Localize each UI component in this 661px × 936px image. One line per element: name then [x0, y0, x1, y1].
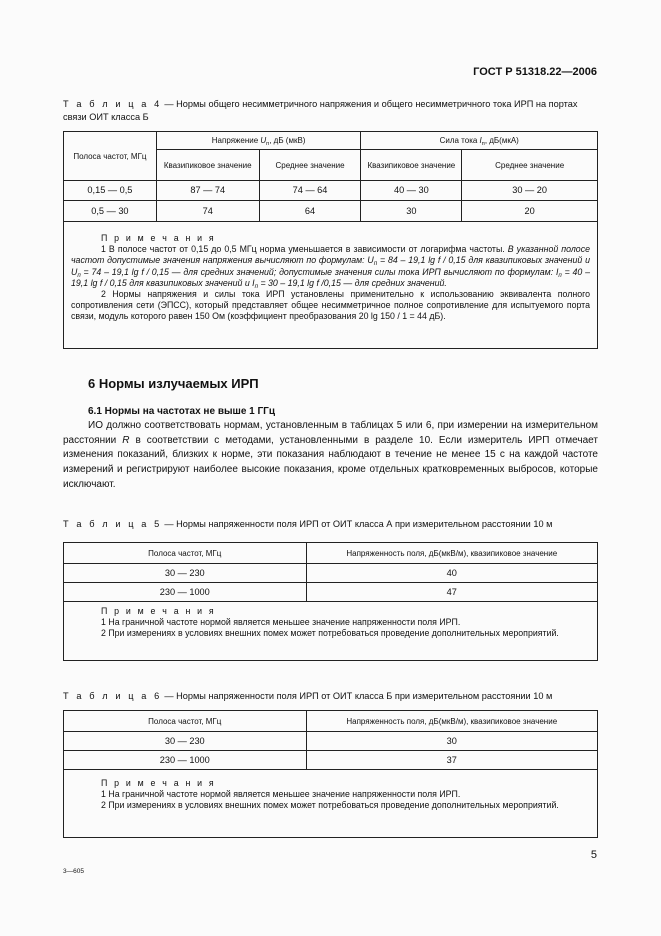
table4-notes	[63, 221, 598, 349]
table5-note-1: 1 На граничной частоте нормой является меньшее значение напряженности поля ИРП.	[101, 617, 461, 628]
table5-note-2: 2 При измерениях в условиях внешних помех может потребоваться проведение дополнительных мероприятий.	[101, 628, 559, 639]
table4-caption: Т а б л и ц а 4 — Нормы общего несимметричного напряжения и общего несимметричного тока ИРП на портах связи ОИТ класса Б	[63, 99, 578, 122]
table-row: 0,15 — 0,5 87 — 74 74 — 64 40 — 30 30 — 20	[64, 181, 598, 201]
notes-title: П р и м е ч а н и я	[101, 606, 216, 616]
document-number: ГОСТ Р 51318.22—2006	[473, 66, 597, 78]
table-row: 230 — 1000 37	[64, 751, 598, 770]
table4-header-voltage: Напряжение $U_п$, дБ (мкВ)	[156, 132, 361, 150]
notes-title: П р и м е ч а н и я	[101, 778, 216, 788]
table4-header-avg-current: Среднее значение	[462, 150, 598, 181]
table6-note-2: 2 При измерениях в условиях внешних помех может потребоваться проведение дополнительных мероприятий.	[101, 800, 559, 811]
table4-header-avg-voltage: Среднее значение	[259, 150, 361, 181]
table-row: 230 — 1000 47	[64, 583, 598, 602]
subsection-title: 6.1 Нормы на частотах не выше 1 ГГц	[88, 406, 276, 417]
table5-notes	[63, 601, 598, 661]
table-row: 30 — 230 40	[64, 564, 598, 583]
table6-caption: Т а б л и ц а 6 — Нормы напряженности поля ИРП от ОИТ класса Б при измерительном расстоянии 10 м	[63, 691, 553, 701]
section-title: 6 Нормы излучаемых ИРП	[88, 376, 259, 391]
table6-note-1: 1 На граничной частоте нормой является меньшее значение напряженности поля ИРП.	[101, 789, 461, 800]
table6-header-freq: Полоса частот, МГц	[64, 711, 307, 732]
table4-header-freq: Полоса частот, МГц	[64, 132, 157, 181]
table6-header-field: Напряженность поля, дБ(мкВ/м), квазипиковое значение	[306, 711, 597, 732]
table5-header-field: Напряженность поля, дБ(мкВ/м), квазипиковое значение	[306, 543, 597, 564]
table4-header-current: Сила тока $I_п$, дБ(мкА)	[361, 132, 598, 150]
table4	[63, 131, 598, 222]
table4-note-1: 1 В полосе частот от 0,15 до 0,5 МГц норма уменьшается в зависимости от логарифма частоты. В указанной полосе частот допустимые значения напряжения вычисляют по формулам: $U_п = 84 - 19,1$ lg f / 0,15 для квазипиковых значений и $U_п = 74 - 19,1$ lg f / 0,15 — для средних значений; допустимые значения силы тока ИРП вычисляют по формулам: $I_п = 40 - 19,1$ lg f / 0,15 для квазипиковых значений и $I_п = 30 - 19,1$ lg f /0,15 — для средних значений.	[71, 244, 590, 290]
table4-header-quasi-current: Квазипиковое значение	[361, 150, 462, 181]
page-number: 5	[590, 849, 597, 861]
section-paragraph: ИО должно соответствовать нормам, установленным в таблицах 5 или 6, при измерении на измерительном расстоянии R в соответствии с методами, установленными в разделе 10. Если измеритель ИРП отмечает изменения показаний, близких к норме, эти показания наблюдают в течение не менее 15 с на каждой частоте измерений и регистрируют наиболее высокие показания, кроме отдельных кратковременных выбросов, которые исключают.	[63, 420, 598, 490]
table5-caption: Т а б л и ц а 5 — Нормы напряженности поля ИРП от ОИТ класса А при измерительном расстоянии 10 м	[63, 519, 553, 529]
table4-note-2: 2 Нормы напряжения и силы тока ИРП установлены применительно к использованию эквивалента полного сопротивления сети (ЭПСС), который представляет общее несимметричное полное сопротивление для испытуемого порта связи, модуль которого равен 150 Ом (коэффициент преобразования 20 lg 150 / 1 = 44 дБ).	[71, 289, 590, 322]
table6-notes	[63, 769, 598, 838]
table6	[63, 710, 598, 770]
table-row: 30 — 230 30	[64, 732, 598, 751]
notes-title: П р и м е ч а н и я	[101, 233, 216, 243]
footer-code: 3—605	[63, 868, 84, 875]
table5	[63, 542, 598, 602]
table-row: 0,5 — 30 74 64 30 20	[64, 201, 598, 222]
table5-header-freq: Полоса частот, МГц	[64, 543, 307, 564]
table4-header-quasi-voltage: Квазипиковое значение	[156, 150, 259, 181]
